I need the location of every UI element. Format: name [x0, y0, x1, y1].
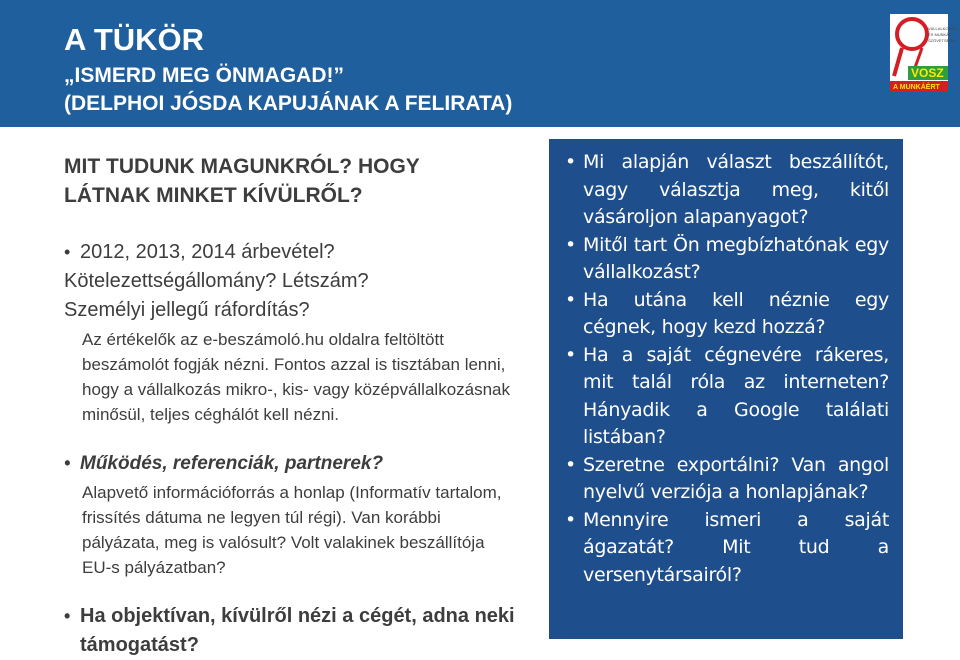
bullet-financials: • 2012, 2013, 2014 árbevétel? — [64, 238, 544, 267]
bullet-operations-note: Alapvető információforrás a honlap (Informatív tartalom, frissítés dátuma ne legyen túl régi). Van korábbi pályázata, meg is valósult? Volt valakinek beszállítója EU-s pályázatban? — [82, 483, 502, 577]
logo-text: VOSZ — [911, 66, 944, 80]
logo-subtext: A MUNKÁÉRT — [893, 84, 940, 91]
left-column — [64, 152, 544, 660]
vosz-logo — [890, 14, 957, 92]
bullet-financials-note: Az értékelők az e-beszámoló.hu oldalra feltöltött beszámolót fogják nézni. Fontos azzal is tisztában lenni, hogy a vállalkozás mikro-, kis- vagy középvállalkozásnak minősül, teljes céghálót kell nézni. — [82, 330, 511, 424]
svg-text:ÉS MUNKÁL.: ÉS MUNKÁL. — [928, 32, 953, 37]
question-item: • Ha a saját cégnevére rákeres, mit talál róla az interneten? Hányadik a Google találati listában? — [563, 342, 889, 452]
bullet-operations: • Működés, referenciák, partnerek? — [64, 449, 544, 478]
svg-text:SZÖVETSÉGE: SZÖVETSÉGE — [928, 38, 956, 43]
header-band — [0, 0, 960, 127]
question-item: • Szeretne exportálni? Van angol nyelvű verziója a honlapjának? — [563, 452, 889, 507]
question-item: • Mi alapján választ beszállítót, vagy választja meg, kitől vásároljon alapanyagot? — [563, 149, 889, 232]
question-item: • Ha utána kell néznie egy cégnek, hogy kezd hozzá? — [563, 287, 889, 342]
questions-box — [549, 139, 903, 639]
bullet-financials-cont: Kötelezettségállomány? Létszám? Személyi jellegű ráfordítás? — [64, 270, 369, 321]
bullet-objective: • Ha objektívan, kívülről nézi a cégét, adna neki támogatást? — [64, 602, 550, 660]
svg-text:VÁLLALKOZÓK: VÁLLALKOZÓK — [928, 26, 957, 31]
slide-title: A TÜKÖR — [64, 22, 205, 57]
subtitle-line-2: (DELPHOI JÓSDA KAPUJÁNAK A FELIRATA) — [64, 92, 513, 115]
slide-subtitle — [64, 62, 512, 118]
subtitle-line-1: „ISMERD MEG ÖNMAGAD!” — [64, 64, 344, 87]
question-item: • Mennyire ismeri a saját ágazatát? Mit tud a versenytársairól? — [563, 507, 889, 590]
section-heading: MIT TUDUNK MAGUNKRÓL? HOGY LÁTNAK MINKET KÍVÜLRŐL? — [64, 155, 420, 207]
question-item: • Mitől tart Ön megbízhatónak egy vállalkozást? — [563, 232, 889, 287]
